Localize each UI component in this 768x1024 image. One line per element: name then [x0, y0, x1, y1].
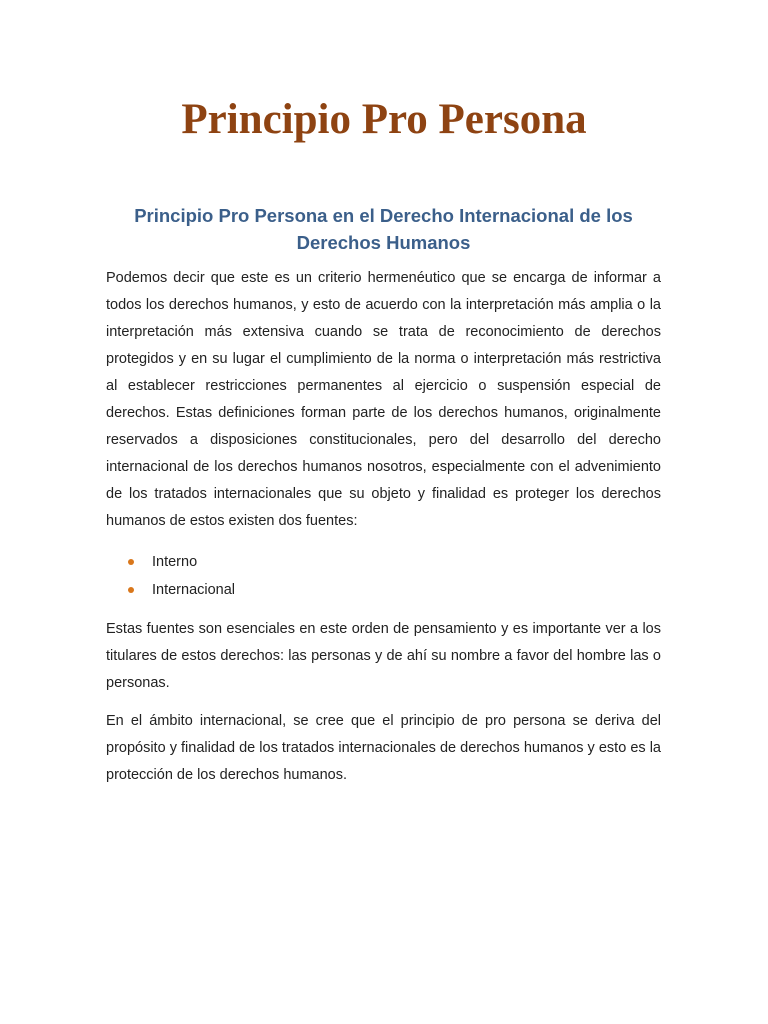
list-item-label: Interno	[152, 554, 198, 570]
list-item	[106, 576, 661, 604]
page-title: Principio Pro Persona	[181, 96, 587, 143]
paragraph-international: En el ámbito internacional, se cree que el principio de pro persona se deriva del propósito y finalidad de los tratados internacionales de derechos humanos y esto es la protección de los derechos humanos.	[106, 713, 661, 783]
paragraph-intro: Podemos decir que este es un criterio hermenéutico que se encarga de informar a todos los derechos humanos, y esto de acuerdo con la interpretación más amplia o la interpretación más extensiva cuando se trata de reconocimiento de derechos protegidos y en su lugar el cumplimiento de la norma o interpretación más restrictiva al establecer restricciones permanentes al ejercicio o suspensión especial de derechos. Estas definiciones forman parte de los derechos humanos, originalmente reservados a disposiciones constitucionales, pero del desarrollo del derecho internacional de los derechos humanos nosotros, especialmente con el advenimiento de los tratados internacionales que su objeto y finalidad es proteger los derechos humanos de estos existen dos fuentes:	[106, 270, 661, 529]
list-item	[106, 548, 661, 576]
bullet-icon	[128, 587, 134, 593]
paragraph-sources: Estas fuentes son esenciales en este orden de pensamiento y es importante ver a los titulares de estos derechos: las personas y de ahí su nombre a favor del hombre las o personas.	[106, 621, 661, 691]
list-item-label: Internacional	[152, 582, 236, 598]
bullet-icon	[128, 559, 134, 565]
sources-list	[106, 548, 661, 604]
section-heading: Principio Pro Persona en el Derecho Internacional de los Derechos Humanos	[134, 205, 633, 253]
